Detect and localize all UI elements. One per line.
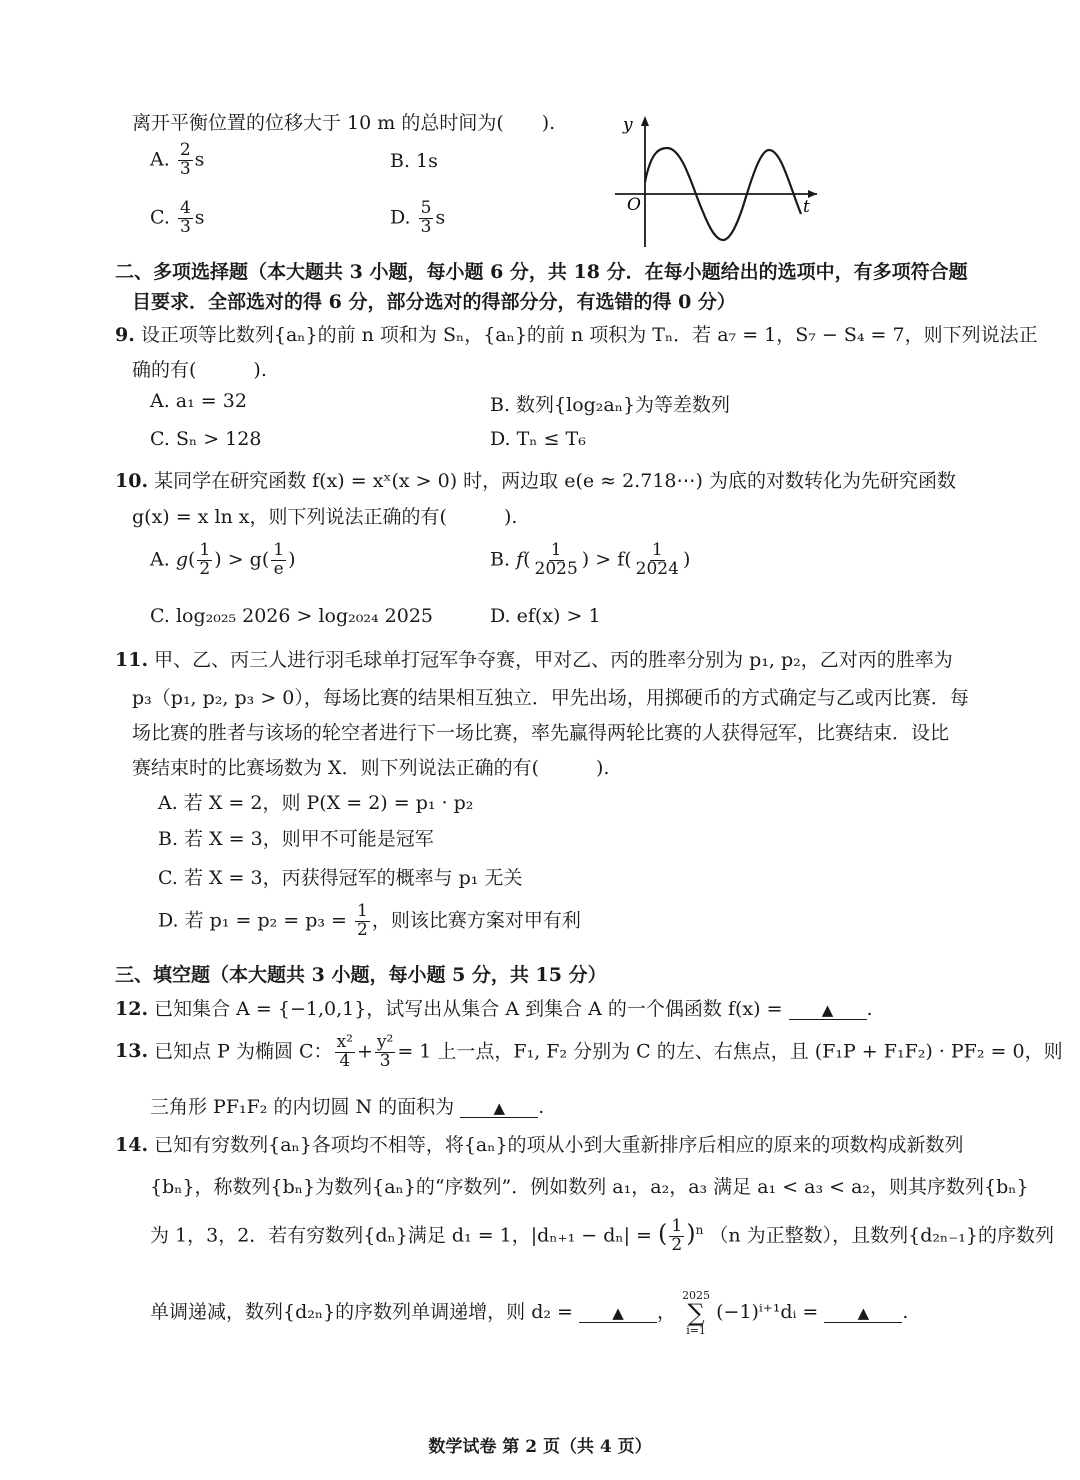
prev-option-a: A. $\frac{2}{3}$ s: [150, 140, 205, 179]
graph-origin-label: O: [627, 195, 641, 215]
prev-option-c-fraction: $\frac{4}{3}$: [179, 198, 191, 237]
q14-answer-blank-1: [579, 1303, 657, 1323]
q14-line2: {bₙ}，称数列{bₙ}为数列{aₙ}的“序数列”．例如数列 a₁，a₂，a₃ 满足 a₁ < a₃ < a₂，则其序数列{bₙ}: [150, 1176, 1029, 1198]
q10-option-d: D. ef(x) > 1: [490, 605, 601, 627]
graph-y-label: y: [623, 115, 633, 135]
triangle-marker-icon: ▲: [857, 1304, 870, 1322]
q14-line4: 单调递减，数列{d₂ₙ}的序数列单调递增，则 d₂ = ▲ ， 2025 ∑ i=1 (−1)ⁱ⁺¹dᵢ = ▲ .: [150, 1289, 909, 1337]
q12-answer-blank: [789, 1000, 867, 1020]
q9-option-c: C. Sₙ > 128: [150, 428, 262, 450]
q14-line3: 为 1，3，2．若有穷数列{dₙ}满足 d₁ = 1，|dₙ₊₁ − dₙ| = ( $\frac{1}{2}$ )$^n$ （n 为正整数），且数列{d₂ₙ₋₁}的序数列: [150, 1216, 1054, 1255]
q13-answer-blank: [460, 1098, 538, 1118]
triangle-marker-icon: ▲: [612, 1304, 624, 1322]
prev-question-stem: 离开平衡位置的位移大于 10 m 的总时间为( ).: [132, 112, 556, 134]
prev-option-d-fraction: $\frac{5}{3}$: [420, 198, 432, 237]
q9-option-d: D. Tₙ ≤ T₆: [490, 428, 586, 450]
section2-heading-line1: 二、多项选择题（本大题共 3 小题，每小题 6 分，共 18 分．在每小题给出的选项中，有多项符合题: [115, 261, 968, 283]
q10-a-frac1: $\frac{1}{2}$: [199, 540, 211, 579]
q13-line2: 三角形 PF₁F₂ 的内切圆 N 的面积为 ▲ .: [150, 1096, 545, 1118]
q10-number: 10.: [115, 470, 149, 492]
section2-heading-line2: 目要求．全部选对的得 6 分，部分选对的得部分分，有选错的得 0 分）: [132, 291, 736, 313]
q10-a-frac2: $\frac{1}{e}$: [273, 540, 285, 579]
prev-option-a-fraction: $\frac{2}{3}$: [179, 140, 191, 179]
q9-line2: 确的有( ).: [132, 359, 267, 381]
q11-line2: p₃（p₁, p₂, p₃ > 0），每场比赛的结果相互独立．甲先出场，用掷硬币的方式确定与乙或丙比赛．每: [132, 687, 969, 709]
prev-option-c: C. $\frac{4}{3}$ s: [150, 198, 205, 237]
q13-number: 13.: [115, 1040, 149, 1063]
q13-frac-y: $\frac{\text{y²}}{3}$: [376, 1032, 394, 1071]
q10-line1: 10. 某同学在研究函数 f(x) = xˣ(x > 0) 时，两边取 e(e ≈ 2.718⋯) 为底的对数转化为先研究函数: [115, 470, 956, 492]
graph-t-label: t: [803, 197, 810, 217]
q12-number: 12.: [115, 998, 149, 1020]
q10-b-frac2: $\frac{1}{2024}$: [635, 540, 679, 579]
q10-option-a: A. g( $\frac{1}{2}$ ) > g( $\frac{1}{e}$ ): [150, 540, 296, 579]
q9-line1: 9. 设正项等比数列{aₙ}的前 n 项和为 Sₙ，{aₙ}的前 n 项积为 Tₙ．若 a₇ = 1，S₇ − S₄ = 7，则下列说法正: [115, 324, 1038, 346]
triangle-marker-icon: ▲: [493, 1099, 505, 1117]
q10-line2: g(x) = x ln x，则下列说法正确的有( ).: [132, 506, 518, 528]
triangle-marker-icon: ▲: [821, 1001, 834, 1019]
q14-line1: 14. 已知有穷数列{aₙ}各项均不相等，将{aₙ}的项从小到大重新排序后相应的原来的项数构成新数列: [115, 1134, 964, 1156]
q11-line1: 11. 甲、乙、丙三人进行羽毛球单打冠军争夺赛，甲对乙、丙的胜率分别为 p₁, p₂，乙对丙的胜率为: [115, 649, 953, 671]
q11-option-a: A. 若 X = 2，则 P(X = 2) = p₁ · p₂: [158, 792, 474, 814]
q14-answer-blank-2: [824, 1303, 902, 1323]
q9-number: 9.: [115, 324, 135, 346]
q14-number: 14.: [115, 1134, 149, 1156]
q11-line4: 赛结束时的比赛场数为 X．则下列说法正确的有( ).: [132, 757, 610, 779]
y-axis-arrow: [641, 116, 649, 126]
q11-d-fraction: $\frac{1}{2}$: [357, 901, 368, 940]
q11-option-c: C. 若 X = 3，丙获得冠军的概率与 p₁ 无关: [158, 867, 523, 889]
q11-number: 11.: [115, 649, 149, 671]
section3-heading: 三、填空题（本大题共 3 小题，每小题 5 分，共 15 分）: [115, 964, 607, 986]
q13-frac-x: $\frac{\text{x²}}{4}$: [336, 1032, 353, 1071]
q9-option-a: A. a₁ = 32: [150, 390, 247, 412]
q11-option-d: D. 若 p₁ = p₂ = p₃ = $\frac{1}{2}$ ，则该比赛方案对甲有利: [158, 901, 581, 940]
q10-b-frac1: $\frac{1}{2025}$: [534, 540, 578, 579]
q11-line3: 场比赛的胜者与该场的轮空者进行下一场比赛，率先赢得两轮比赛的人获得冠军，比赛结束．设比: [132, 722, 950, 744]
q11-option-b: B. 若 X = 3，则甲不可能是冠军: [158, 828, 434, 850]
q12-line: 12. 已知集合 A = {−1,0,1}，试写出从集合 A 到集合 A 的一个偶函数 f(x) = ▲ .: [115, 998, 873, 1020]
sine-wave-graph: [605, 112, 820, 252]
q14-frac-half: $\frac{1}{2}$: [671, 1216, 683, 1255]
q10-option-c: C. log₂₀₂₅ 2026 > log₂₀₂₄ 2025: [150, 605, 434, 627]
q13-line1: 13. 已知点 P 为椭圆 C： $\frac{\text{x²}}{4}$ + $\frac{\text{y²}}{3}$ = 1 上一点，F₁, F₂ 分别为 C 的左、右焦点，且 (F₁P + F₁F₂) · PF₂ = 0，则: [115, 1032, 1063, 1071]
q9-option-b: B. 数列{log₂aₙ}为等差数列: [490, 394, 731, 416]
prev-option-d: D. $\frac{5}{3}$ s: [390, 198, 446, 237]
prev-option-b: B. 1s: [390, 150, 438, 172]
q10-option-b: B. f( $\frac{1}{2025}$ ) > f( $\frac{1}{2024}$ ): [490, 540, 691, 579]
page-footer: 数学试卷 第 2 页（共 4 页）: [428, 1437, 652, 1457]
q14-summation: 2025 ∑ i=1: [682, 1289, 711, 1337]
